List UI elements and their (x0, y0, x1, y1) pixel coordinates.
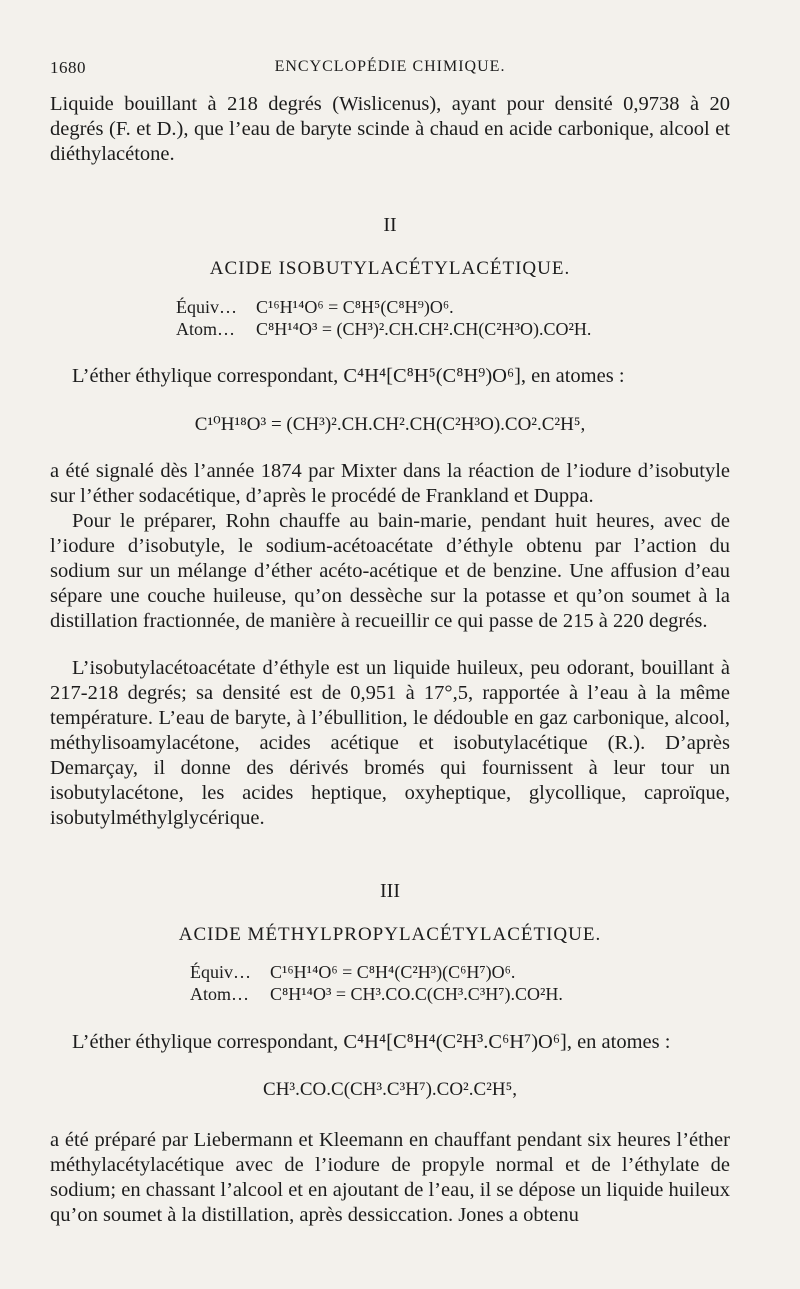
equiv-formula: C¹⁶H¹⁴O⁶ = C⁸H⁵(C⁸H⁹)O⁶. (256, 297, 454, 317)
section-3-paragraph-a: a été préparé par Liebermann et Kleemann en chauffant pendant six heures l’éther méthylacétylacétique avec de l’iodure de propyle normal et de l’éthylate de sodium; en chassant l’alcool et en ajoutant de l’eau, il se dépose un liquide huileux qu’on soumet à la distillation, après dessiccation. Jones a obtenu (50, 1129, 730, 1226)
section-3-ether-formula: CH³.CO.C(CH³.C³H⁷).CO².C²H⁵, (263, 1079, 517, 1100)
page-number: 1680 (50, 58, 86, 77)
section-2-title: ACIDE ISOBUTYLACÉTYLACÉTIQUE. (209, 258, 571, 279)
section-2-equiv-line (176, 296, 454, 318)
section-3-ether-intro: L’éther éthylique correspondant, C⁴H⁴[C⁸H⁴(C²H³.C⁶H⁷)O⁶], en atomes : (72, 1031, 671, 1053)
atom-formula: C⁸H¹⁴O³ = (CH³)².CH.CH².CH(C²H³O).CO²H. (256, 319, 592, 339)
section-3-title: ACIDE MÉTHYLPROPYLACÉTYLACÉTIQUE. (178, 924, 602, 945)
running-title: ENCYCLOPÉDIE CHIMIQUE. (274, 58, 506, 75)
section-2-paragraph-b: Pour le préparer, Rohn chauffe au bain-marie, pendant huit heures, avec de l’iodure d’isobutyle, le sodium-acétoacétate d’éthyle obtenu par l’action du sodium sur un mélange d’éther acéto-acétique et de benzine. Une affusion d’eau sépare une couche huileuse, qu’on dessèche sur la potasse et qu’on soumet à la distillation fractionnée, de manière à recueillir ce qui passe de 215 à 220 degrés. (50, 510, 730, 632)
equiv-label: Équiv… (176, 297, 237, 317)
atom-formula: C⁸H¹⁴O³ = CH³.CO.C(CH³.C³H⁷).CO²H. (270, 984, 563, 1004)
atom-label: Atom… (190, 984, 250, 1004)
section-2-atom-line (176, 318, 591, 340)
section-2-paragraph-a: a été signalé dès l’année 1874 par Mixter dans la réaction de l’iodure d’isobutyle sur l’éther sodacétique, d’après le procédé de Frankland et Duppa. (50, 460, 730, 507)
atom-label: Atom… (176, 319, 236, 339)
intro-paragraph: Liquide bouillant à 218 degrés (Wislicenus), ayant pour densité 0,9738 à 20 degrés (F. et D.), que l’eau de baryte scinde à chaud en acide carbonique, alcool et diéthylacétone. (50, 93, 730, 165)
section-3-numeral: III (380, 880, 400, 902)
section-2-ether-formula: C¹⁰H¹⁸O³ = (CH³)².CH.CH².CH(C²H³O).CO².C²H⁵, (194, 414, 586, 435)
section-2-numeral: II (383, 214, 397, 236)
equiv-label: Équiv… (190, 962, 251, 982)
section-3-equiv-line (190, 961, 515, 983)
section-3-atom-line (190, 983, 563, 1005)
section-2-paragraph-c: L’isobutylacétoacétate d’éthyle est un liquide huileux, peu odorant, bouillant à 217-218 degrés; sa densité est de 0,951 à 17°,5, rapportée à l’eau à la même température. L’eau de baryte, à l’ébullition, le dédouble en gaz carbonique, alcool, méthylisoamylacétone, acides acétique et isobutylacétique (R.). D’après Demarçay, il donne des dérivés bromés qui fournissent à leur tour un isobutylacétone, les acides heptique, oxyheptique, glycollique, caproïque, isobutylméthylglycérique. (50, 657, 730, 829)
page-header (50, 58, 730, 82)
section-2-ether-intro: L’éther éthylique correspondant, C⁴H⁴[C⁸H⁵(C⁸H⁹)O⁶], en atomes : (72, 365, 625, 387)
equiv-formula: C¹⁶H¹⁴O⁶ = C⁸H⁴(C²H³)(C⁶H⁷)O⁶. (270, 962, 516, 982)
